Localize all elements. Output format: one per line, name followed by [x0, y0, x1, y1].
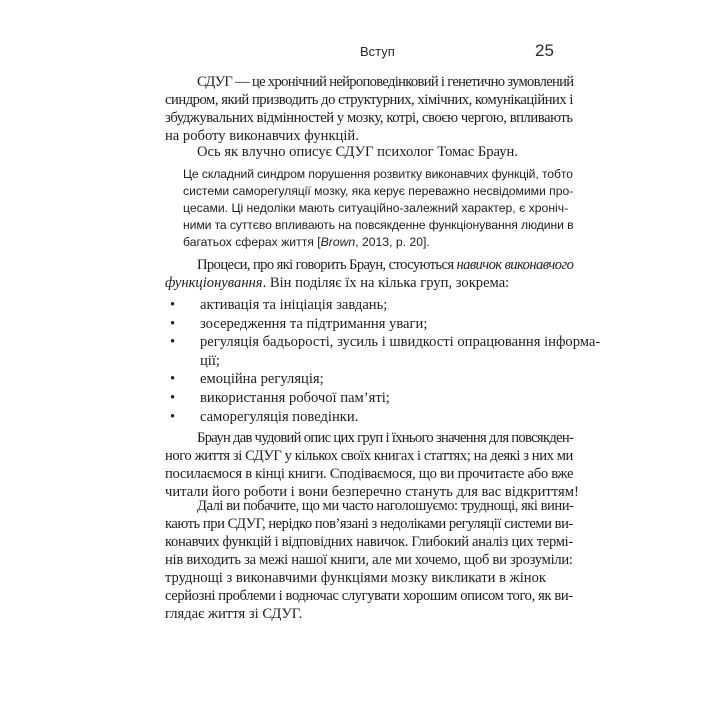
- paragraph-processes: [165, 256, 573, 292]
- list-item-text: використання робочої пам’яті;: [200, 389, 390, 406]
- italic-term: навичок виконавчого: [456, 257, 574, 273]
- list-item-text: активація та ініціація завдань;: [200, 297, 388, 313]
- citation-author: Brown: [320, 235, 356, 249]
- text-line: посилаємося в кінці книги. Сподіваємося, що ви прочитаєте або вже: [165, 466, 574, 482]
- text-line: кають при СДУГ, нерідко пов’язані з недоліками регуляції системи ви-: [165, 516, 573, 532]
- running-title: Вступ: [360, 44, 395, 59]
- paragraph-brown-works: [165, 429, 579, 501]
- bullet-icon: •: [170, 334, 176, 351]
- paragraph-difficulties: [165, 497, 573, 623]
- list-item: [170, 315, 570, 334]
- text-line: [165, 256, 573, 274]
- list-item: [170, 408, 570, 427]
- text-line: нів виходить за межі нашої книги, але ми хочемо, щоб ви зрозуміли:: [165, 552, 573, 568]
- text-line: глядає життя зі СДУГ.: [165, 606, 303, 622]
- bullet-list: [170, 296, 601, 426]
- list-item: [170, 296, 570, 315]
- list-item-text: ції;: [200, 352, 220, 369]
- bullet-icon: •: [170, 315, 176, 332]
- page-number: 25: [535, 41, 554, 60]
- bullet-icon: •: [170, 371, 176, 388]
- text-line: СДУГ — це хронічний нейроповедінковий і генетично зумовлений: [197, 74, 574, 90]
- text-line: синдром, який призводить до структурних, хімічних, комунікаційних і: [165, 92, 574, 108]
- quote-line: системи саморегуляції мозку, яка керує переважно несвідомими про-: [183, 184, 574, 198]
- list-item: [170, 370, 570, 389]
- quote-line: ними та суттєво впливають на повсякденне функціонування людини в: [183, 218, 574, 232]
- paragraph-definition: [165, 73, 573, 145]
- bullet-icon: •: [170, 389, 176, 406]
- text-line: читали його роботи і вони безперечно стануть для вас відкриттям!: [165, 484, 579, 500]
- italic-term: функціонування: [165, 275, 263, 291]
- list-item-text: зосередження та підтримання уваги;: [200, 315, 428, 332]
- text-line: Браун дав чудовий опис цих груп і їхнього значення для повсякден-: [197, 430, 574, 446]
- text-line: [165, 274, 573, 292]
- text-run: . Він поділяє їх на кілька груп, зокрема:: [262, 275, 510, 291]
- block-quote: [183, 166, 573, 251]
- bullet-icon: •: [170, 408, 176, 425]
- text-line: труднощі з виконавчими функціями мозку викликати в жінок: [165, 570, 546, 586]
- bullet-icon: •: [170, 297, 176, 313]
- list-item-continuation: [170, 352, 570, 371]
- paragraph-intro-quote: [165, 143, 573, 161]
- citation-details: , 2013, p. 20].: [355, 235, 430, 249]
- text-line: конавчих функцій і відповідних навичок. Глибокий аналіз цих термі-: [165, 534, 573, 550]
- quote-text: багатьох сферах життя [: [183, 235, 321, 249]
- list-item-text: саморегуляція поведінки.: [200, 408, 359, 425]
- text-line: серйозні проблеми і водночас слугувати хорошим описом того, як ви-: [165, 588, 573, 604]
- text-line: збуджувальних відмінностей у мозку, котрі, своєю чергою, впливають: [165, 110, 573, 126]
- text-line: ного життя зі СДУГ у кількох своїх книгах і статтях; на деякі з них ми: [165, 448, 573, 464]
- quote-line-last: [183, 234, 573, 251]
- list-item: [170, 333, 601, 352]
- list-item: [170, 389, 570, 408]
- text-run: Процеси, про які говорить Браун, стосуються: [197, 257, 457, 273]
- quote-line: цесами. Ці недоліки мають ситуаційно-залежний характер, є хроніч-: [183, 201, 569, 215]
- text-line: Ось як влучно описує СДУГ психолог Томас Браун.: [197, 144, 519, 160]
- list-item-text: регуляція бадьорості, зусиль і швидкості опрацювання інформа-: [200, 334, 601, 351]
- text-line: Далі ви побачите, що ми часто наголошуємо: труднощі, які вини-: [197, 498, 574, 514]
- quote-line: Це складний синдром порушення розвитку виконавчих функцій, тобто: [183, 167, 573, 181]
- list-item-text: емоційна регуляція;: [200, 371, 324, 388]
- text-line: на роботу виконавчих функцій.: [165, 128, 359, 144]
